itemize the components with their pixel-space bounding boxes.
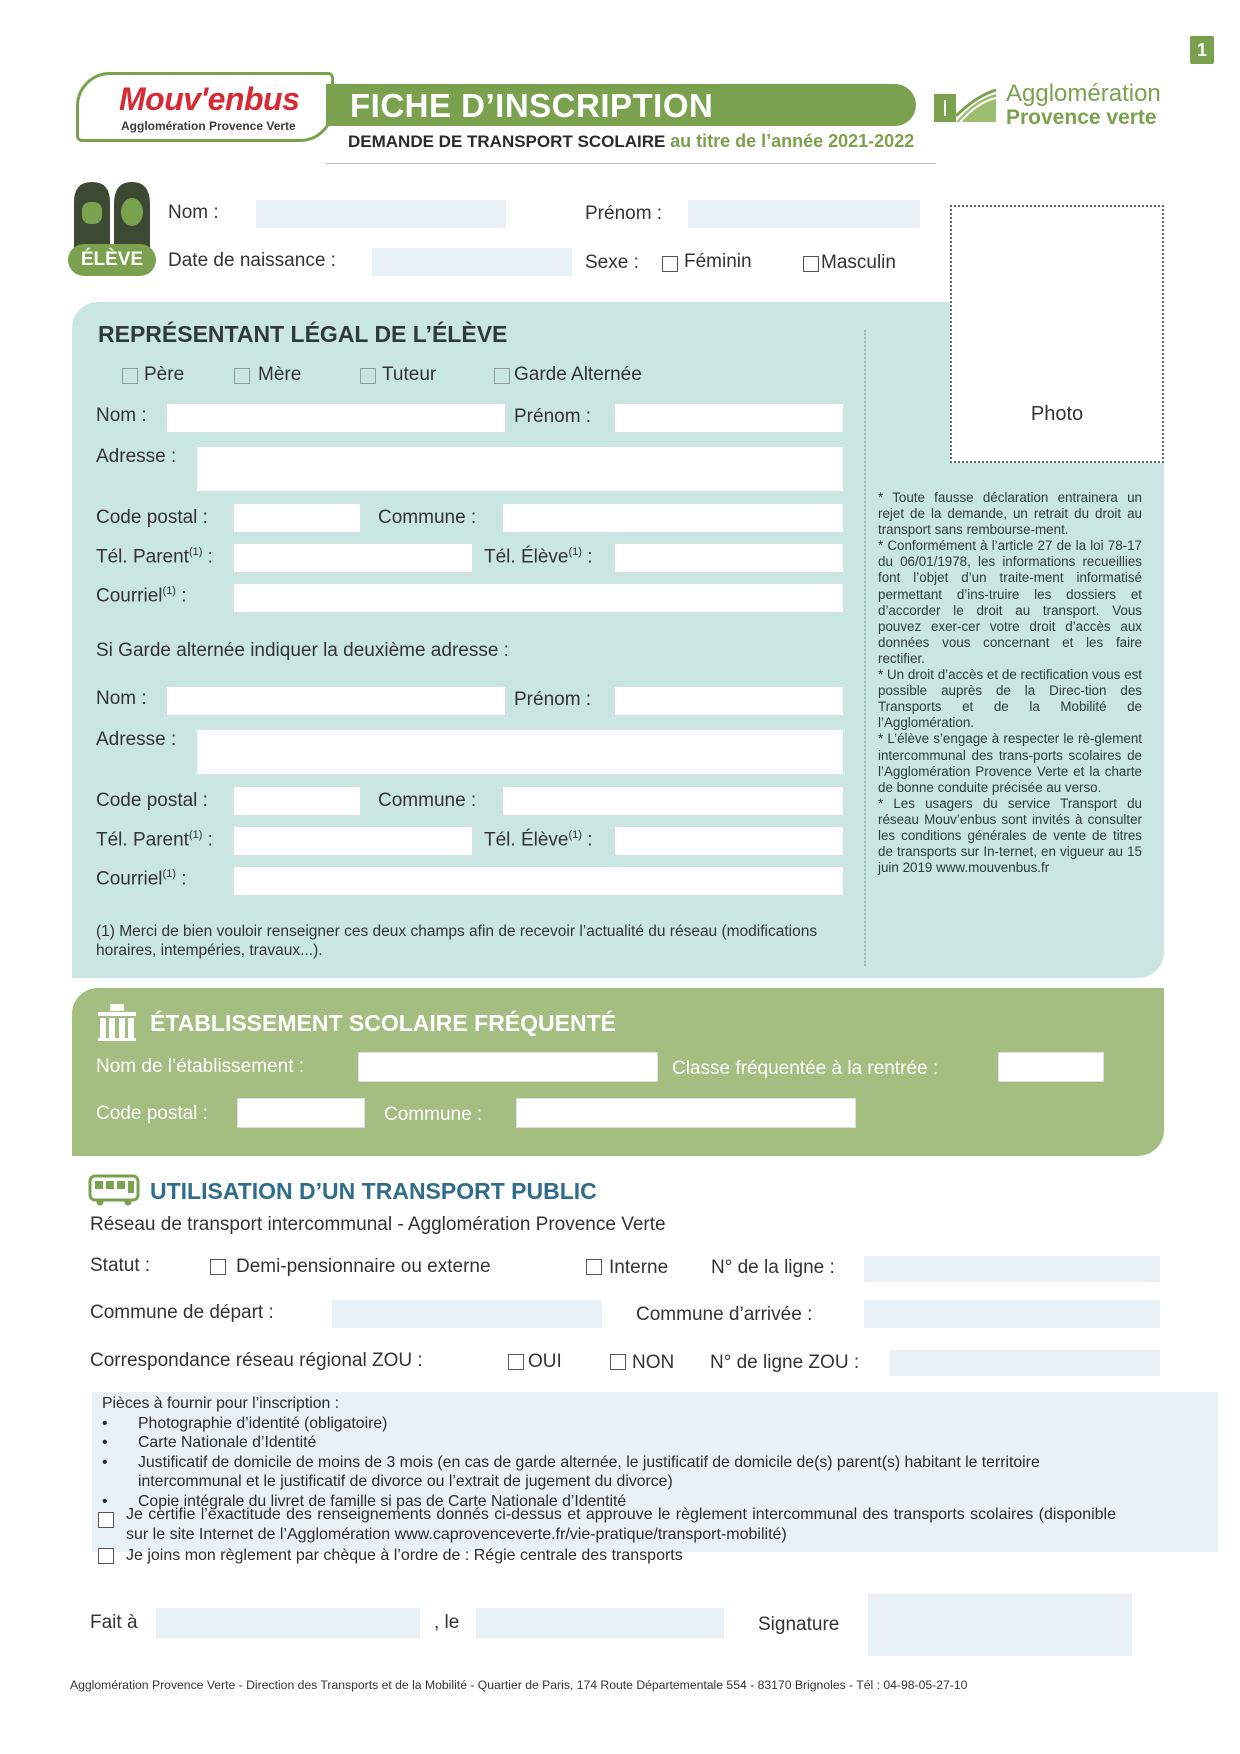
rep2-prenom-input[interactable] — [614, 686, 844, 716]
brand-sub: Agglomération Provence Verte — [121, 119, 296, 133]
page-footer: Agglomération Provence Verte - Direction des Transports et de la Mobilité - Quartier de Paris, 174 Route Départementale 554 - 83170 Brignoles - Tél : 04-98-05-27-10 — [70, 1678, 968, 1692]
etab-nom-label: Nom de l’établissement : — [96, 1056, 305, 1077]
date-le-label: , le — [434, 1612, 460, 1633]
photo-box[interactable] — [950, 205, 1164, 463]
list-item: • Photographie d’identité (obligatoire) — [102, 1414, 1132, 1434]
pere-label: Père — [144, 364, 185, 385]
legal-note: * Conformément à l’article 27 de la loi 78-17 du 06/01/1978, les informations recueillies font l’objet d’un traite-ment informatisé permettant d’ins-truire les dossiers et d’accorder le droit au transport. Vous pouvez exer-cer votre droit d’accès aux données vous concernant et les faire rectifier. — [878, 538, 1142, 666]
rep1-commune-input[interactable] — [502, 503, 844, 533]
representant-title: REPRÉSENTANT LÉGAL DE L’ÉLÈVE — [98, 321, 508, 347]
pere-checkbox[interactable] — [122, 368, 138, 384]
school-building-icon — [96, 1002, 138, 1042]
signature-label: Signature — [758, 1614, 840, 1635]
rep1-commune-label: Commune : — [378, 507, 477, 528]
masculin-label: Masculin — [821, 252, 896, 273]
subtitle-main: DEMANDE DE TRANSPORT SCOLAIRE — [348, 132, 666, 151]
ligne-zou-input[interactable] — [890, 1350, 1160, 1376]
zou-oui-label: OUI — [528, 1351, 562, 1372]
tuteur-label: Tuteur — [382, 364, 437, 385]
fait-a-input[interactable] — [156, 1608, 420, 1638]
ligne-input[interactable] — [864, 1256, 1160, 1282]
agglo-line2: Provence verte — [1006, 106, 1157, 129]
etab-cp-label: Code postal : — [96, 1103, 208, 1124]
rep1-adresse-input[interactable] — [196, 446, 844, 492]
rep1-tel-parent-input[interactable] — [233, 543, 473, 573]
rep2-prenom-label: Prénom : — [514, 689, 592, 710]
page-number-badge: 1 — [1190, 36, 1214, 64]
reglement-text: Je joins mon règlement par chèque à l’ordre de : Régie centrale des transports — [126, 1547, 683, 1564]
form-subtitle — [348, 131, 914, 152]
contact-footnote: (1) Merci de bien vouloir renseigner ces deux champs afin de recevoir l’actualité du réseau (modifications horaires, intempéries, travaux...). — [96, 923, 818, 959]
rep2-adresse-label: Adresse : — [96, 729, 177, 750]
mouvenbus-logo — [76, 72, 334, 142]
agglo-line1: Agglomération — [1006, 80, 1161, 107]
ligne-label: N° de la ligne : — [711, 1257, 835, 1278]
mere-checkbox[interactable] — [234, 368, 250, 384]
rep2-adresse-input[interactable] — [196, 729, 844, 775]
interne-label: Interne — [609, 1257, 669, 1278]
rep1-tel-parent-label: Tél. Parent$^{(1)}$ : — [96, 546, 213, 568]
pieces-title: Pièces à fournir pour l’inscription : — [102, 1395, 340, 1412]
bus-icon — [88, 1174, 140, 1206]
subtitle-year: au titre de l’année 2021-2022 — [670, 131, 915, 151]
legal-note: * Toute fausse déclaration entrainera un rejet de la demande, un retrait du droit au transport sans rembourse-ment. — [878, 490, 1142, 538]
mere-label: Mère — [258, 364, 302, 385]
etab-commune-label: Commune : — [384, 1104, 483, 1125]
legal-note: * L’élève s’engage à respecter le rè-glement intercommunal des trans-ports scolaires de l’Agglomération Provence Verte et la charte de bonne conduite précisée au verso. — [878, 731, 1142, 795]
reseau-label: Réseau de transport intercommunal - Agglomération Provence Verte — [90, 1214, 666, 1235]
rep2-nom-label: Nom : — [96, 688, 147, 709]
masculin-checkbox[interactable] — [803, 256, 819, 272]
rep1-cp-input[interactable] — [233, 503, 361, 533]
zou-non-checkbox[interactable] — [610, 1354, 626, 1370]
garde-intro-label: Si Garde alternée indiquer la deuxième adresse : — [96, 640, 509, 661]
rep1-tel-eleve-input[interactable] — [614, 543, 844, 573]
certify-text: Je certifie l’exactitude des renseignements donnés ci-dessus et approuve le règlement intercommunal des transports scolaires (disponible sur le site Internet de l’Agglomération www.caprovenceverte.fr/vie-pratique/transport-mobilité) — [126, 1506, 1116, 1543]
eleve-nom-label: Nom : — [168, 202, 219, 223]
rep2-cp-input[interactable] — [233, 786, 361, 816]
rep1-nom-label: Nom : — [96, 405, 147, 426]
legal-notes — [878, 490, 1142, 876]
eleve-badge: ÉLÈVE — [68, 244, 156, 276]
form-title-bar — [326, 84, 916, 126]
zou-label: Correspondance réseau régional ZOU : — [90, 1350, 423, 1371]
eleve-sexe-label: Sexe : — [585, 252, 639, 273]
eleve-naissance-input[interactable] — [372, 248, 572, 276]
depart-label: Commune de départ : — [90, 1302, 274, 1323]
list-item: • Justificatif de domicile de moins de 3 mois (en cas de garde alternée, le justificatif de domicile de(s) parent(s) habitant le territoire intercommunal et le justificatif de divorce ou l’extrait de jugement du divorce) — [102, 1453, 1132, 1492]
eleve-prenom-input[interactable] — [688, 200, 920, 228]
arrivee-label: Commune d’arrivée : — [636, 1304, 813, 1325]
rep2-tel-parent-input[interactable] — [233, 826, 473, 856]
etab-commune-input[interactable] — [516, 1098, 856, 1128]
etab-classe-label: Classe fréquentée à la rentrée : — [672, 1058, 939, 1079]
eleve-naissance-label: Date de naissance : — [168, 250, 336, 271]
ligne-zou-label: N° de ligne ZOU : — [710, 1352, 860, 1373]
photo-label: Photo — [1030, 403, 1084, 425]
rep2-commune-label: Commune : — [378, 790, 477, 811]
legal-note: * Les usagers du service Transport du réseau Mouv’enbus sont invités à consulter les conditions générales de vente de titres de transports sur In-ternet, en vigueur au 15 juin 2019 www.mouvenbus.fr — [878, 795, 1142, 876]
zou-non-label: NON — [632, 1352, 675, 1373]
eleve-prenom-label: Prénom : — [585, 203, 663, 224]
rep1-courriel-label: Courriel$^{(1)}$ : — [96, 585, 187, 607]
legal-note: * Un droit d’accès et de rectification vous est possible auprès de la Direc-tion des Transports et de la Mobilité de l’Agglomération. — [878, 667, 1142, 731]
garde-alternee-checkbox[interactable] — [494, 368, 510, 384]
etab-classe-input[interactable] — [998, 1052, 1104, 1082]
brand-name: Mouv'enbus — [119, 81, 300, 117]
rep1-prenom-input[interactable] — [614, 403, 844, 433]
etab-cp-input[interactable] — [237, 1098, 365, 1128]
arrivee-input[interactable] — [864, 1300, 1160, 1328]
fait-a-label: Fait à — [90, 1612, 138, 1633]
rep2-courriel-label: Courriel$^{(1)}$ : — [96, 868, 187, 890]
garde-alternee-label: Garde Alternée — [514, 364, 642, 385]
statut-label: Statut : — [90, 1255, 151, 1276]
rep2-commune-input[interactable] — [502, 786, 844, 816]
rep2-tel-parent-label: Tél. Parent$^{(1)}$ : — [96, 829, 213, 851]
feminin-checkbox[interactable] — [662, 256, 678, 272]
form-title: FICHE D’INSCRIPTION — [350, 87, 714, 124]
etab-nom-input[interactable] — [358, 1052, 658, 1082]
signature-input[interactable] — [868, 1594, 1132, 1656]
certify-checkbox[interactable] — [98, 1512, 114, 1528]
panel-divider — [864, 330, 866, 966]
depart-input[interactable] — [332, 1300, 602, 1328]
eleve-nom-input[interactable] — [256, 200, 506, 228]
rep2-cp-label: Code postal : — [96, 790, 208, 811]
zou-oui-checkbox[interactable] — [508, 1354, 524, 1370]
rep2-tel-eleve-label: Tél. Élève$^{(1)}$ : — [484, 829, 593, 851]
rep1-cp-label: Code postal : — [96, 507, 208, 528]
agglomeration-logo — [934, 80, 1174, 140]
rep1-adresse-label: Adresse : — [96, 446, 177, 467]
demi-pensionnaire-checkbox[interactable] — [210, 1259, 226, 1275]
demi-pensionnaire-label: Demi-pensionnaire ou externe — [236, 1256, 491, 1277]
rep1-prenom-label: Prénom : — [514, 406, 592, 427]
etablissement-title: ÉTABLISSEMENT SCOLAIRE FRÉQUENTÉ — [150, 1010, 616, 1036]
feminin-label: Féminin — [684, 251, 752, 272]
list-item: • Copie intégrale du livret de famille si pas de Carte Nationale d’Identité — [102, 1492, 1132, 1512]
pieces-list — [102, 1394, 1132, 1512]
rep1-nom-input[interactable] — [166, 403, 506, 433]
rep2-courriel-input[interactable] — [233, 866, 844, 896]
reglement-checkbox[interactable] — [98, 1548, 114, 1564]
rep2-nom-input[interactable] — [166, 686, 506, 716]
header-divider — [326, 163, 936, 164]
rep1-tel-eleve-label: Tél. Élève$^{(1)}$ : — [484, 546, 593, 568]
transport-title: UTILISATION D’UN TRANSPORT PUBLIC — [150, 1178, 597, 1204]
rep2-tel-eleve-input[interactable] — [614, 826, 844, 856]
list-item: • Carte Nationale d’Identité — [102, 1433, 1132, 1453]
date-input[interactable] — [476, 1608, 724, 1638]
rep1-courriel-input[interactable] — [233, 583, 844, 613]
tuteur-checkbox[interactable] — [360, 368, 376, 384]
agglomeration-mark-icon — [934, 86, 996, 124]
interne-checkbox[interactable] — [586, 1259, 602, 1275]
